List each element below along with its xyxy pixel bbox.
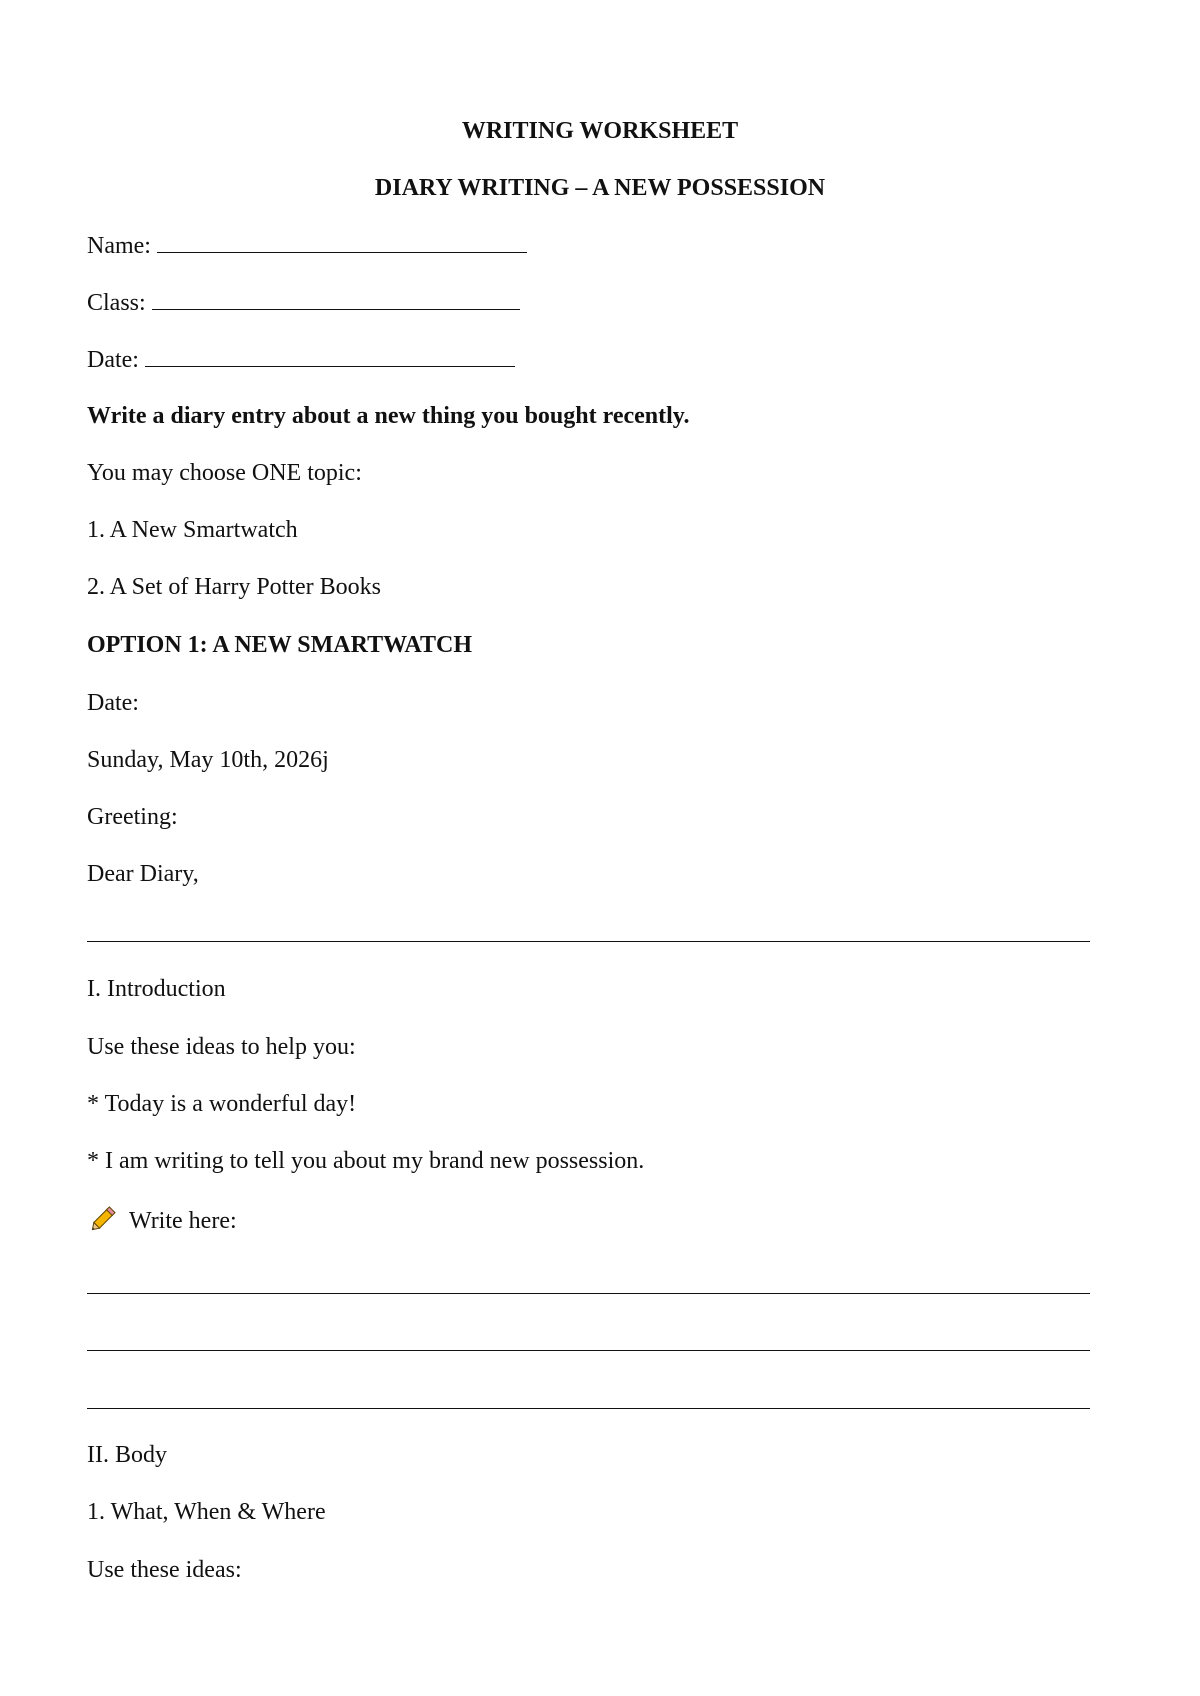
task-instruction: Write a diary entry about a new thing you bought recently. — [87, 403, 690, 429]
topic-item: 2. A Set of Harry Potter Books — [87, 574, 381, 600]
choose-topic-text: You may choose ONE topic: — [87, 460, 362, 486]
writing-line[interactable] — [87, 941, 1090, 942]
option1-date-value: Sunday, May 10th, 2026j — [87, 747, 329, 773]
greeting-value: Dear Diary, — [87, 861, 199, 887]
write-here-prompt — [87, 1204, 237, 1236]
body-heading: II. Body — [87, 1442, 167, 1468]
body-subheading: 1. What, When & Where — [87, 1499, 326, 1525]
class-field — [87, 287, 520, 318]
option1-date-label: Date: — [87, 690, 139, 716]
writing-line[interactable] — [87, 1408, 1090, 1409]
body-ideas-label: Use these ideas: — [87, 1557, 242, 1583]
class-blank[interactable] — [152, 287, 520, 310]
worksheet-subtitle: DIARY WRITING – A NEW POSSESSION — [374, 175, 826, 201]
worksheet-title: WRITING WORKSHEET — [461, 118, 739, 144]
class-label: Class: — [87, 290, 146, 316]
idea-item: * I am writing to tell you about my brand new possession. — [87, 1148, 645, 1174]
pencil-icon — [87, 1204, 119, 1234]
date-blank[interactable] — [145, 344, 515, 367]
introduction-ideas-label: Use these ideas to help you: — [87, 1034, 356, 1060]
greeting-label: Greeting: — [87, 804, 178, 830]
name-field — [87, 230, 527, 261]
writing-line[interactable] — [87, 1293, 1090, 1294]
idea-item: * Today is a wonderful day! — [87, 1091, 357, 1117]
date-label: Date: — [87, 347, 139, 373]
introduction-heading: I. Introduction — [87, 976, 226, 1002]
writing-line[interactable] — [87, 1350, 1090, 1351]
write-here-label: Write here: — [129, 1208, 237, 1234]
date-field — [87, 344, 515, 375]
name-blank[interactable] — [157, 230, 527, 253]
name-label: Name: — [87, 233, 151, 259]
topic-item: 1. A New Smartwatch — [87, 517, 298, 543]
option1-heading: OPTION 1: A NEW SMARTWATCH — [87, 632, 472, 658]
